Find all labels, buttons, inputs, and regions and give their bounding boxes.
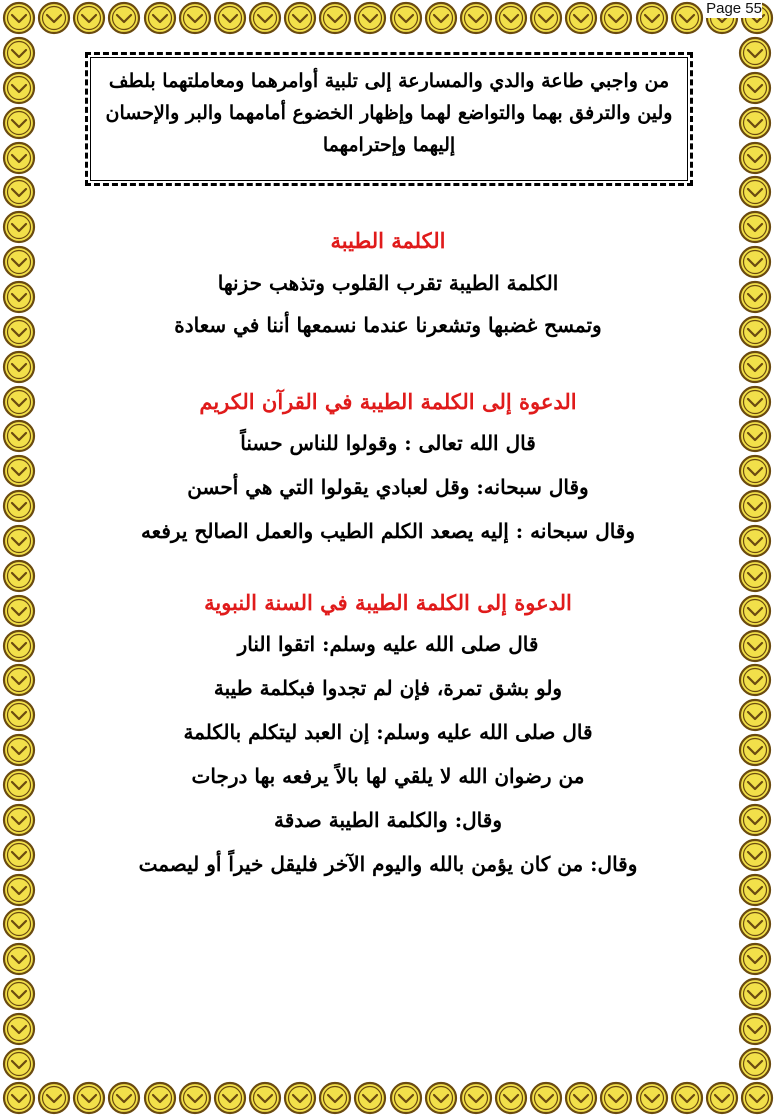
smiley-circle-icon — [738, 524, 772, 558]
smiley-circle-icon — [738, 1012, 772, 1046]
intro-frame — [85, 52, 693, 186]
smiley-circle-icon — [564, 1, 598, 35]
smiley-circle-icon — [143, 1, 177, 35]
smiley-circle-icon — [670, 1, 704, 35]
smiley-circle-icon — [2, 315, 36, 349]
smiley-circle-icon — [353, 1081, 387, 1115]
page-number: Page 55 — [706, 0, 762, 17]
smiley-circle-icon — [353, 1, 387, 35]
text-line: وتمسح غضبها وتشعرنا عندما نسمعها أننا في سعادة — [174, 313, 602, 337]
smiley-circle-icon — [2, 1012, 36, 1046]
smiley-circle-icon — [2, 1, 36, 35]
text-line: ولو بشق تمرة، فإن لم تجدوا فبكلمة طيبة — [213, 676, 563, 700]
smiley-circle-icon — [738, 210, 772, 244]
smiley-circle-icon — [2, 768, 36, 802]
smiley-circle-icon — [738, 245, 772, 279]
text-line: قال الله تعالى : وقولوا للناس حسناً — [240, 431, 536, 455]
smiley-circle-icon — [2, 489, 36, 523]
smiley-circle-icon — [2, 559, 36, 593]
smiley-circle-icon — [738, 838, 772, 872]
smiley-circle-icon — [213, 1081, 247, 1115]
smiley-circle-icon — [2, 907, 36, 941]
smiley-circle-icon — [738, 733, 772, 767]
ornament-border-right — [738, 36, 774, 1081]
smiley-circle-icon — [2, 873, 36, 907]
smiley-circle-icon — [318, 1, 352, 35]
smiley-circle-icon — [738, 141, 772, 175]
smiley-circle-icon — [213, 1, 247, 35]
smiley-circle-icon — [738, 175, 772, 209]
smiley-circle-icon — [738, 559, 772, 593]
section-heading: الكلمة الطيبة — [330, 228, 446, 253]
smiley-circle-icon — [738, 454, 772, 488]
text-line: من رضوان الله لا يلقي لها بالاً يرفعه بها درجات — [191, 764, 585, 788]
text-line: وقال: والكلمة الطيبة صدقة — [274, 808, 502, 832]
smiley-circle-icon — [738, 71, 772, 105]
smiley-circle-icon — [389, 1, 423, 35]
smiley-circle-icon — [2, 454, 36, 488]
ornament-border-bottom — [0, 1081, 776, 1117]
smiley-circle-icon — [37, 1081, 71, 1115]
smiley-circle-icon — [738, 315, 772, 349]
text-line: وقال سبحانه: وقل لعبادي يقولوا التي هي أحسن — [187, 475, 589, 499]
smiley-circle-icon — [738, 663, 772, 697]
smiley-circle-icon — [459, 1081, 493, 1115]
smiley-circle-icon — [2, 733, 36, 767]
text-line: الكلمة الطيبة تقرب القلوب وتذهب حزنها — [217, 271, 559, 295]
smiley-circle-icon — [738, 768, 772, 802]
smiley-circle-icon — [738, 629, 772, 663]
smiley-circle-icon — [72, 1, 106, 35]
smiley-circle-icon — [2, 698, 36, 732]
smiley-circle-icon — [2, 141, 36, 175]
section-heading: الدعوة إلى الكلمة الطيبة في السنة النبوية — [204, 590, 572, 615]
smiley-circle-icon — [424, 1, 458, 35]
text-line: وقال سبحانه : إليه يصعد الكلم الطيب والعمل الصالح يرفعه — [140, 519, 636, 543]
smiley-circle-icon — [143, 1081, 177, 1115]
smiley-circle-icon — [248, 1081, 282, 1115]
smiley-circle-icon — [283, 1081, 317, 1115]
smiley-circle-icon — [599, 1, 633, 35]
intro-paragraph: من واجبي طاعة والدي والمسارعة إلى تلبية أوامرهما ومعاملتهما بلطف ولين والترفق بهما والتواضع لهما وإظهار الخضوع أمامهما والبر والإحسان إليهما وإحترامهما — [105, 70, 673, 156]
smiley-circle-icon — [494, 1081, 528, 1115]
smiley-circle-icon — [2, 942, 36, 976]
smiley-circle-icon — [738, 489, 772, 523]
smiley-circle-icon — [283, 1, 317, 35]
smiley-circle-icon — [738, 698, 772, 732]
smiley-circle-icon — [738, 803, 772, 837]
smiley-circle-icon — [599, 1081, 633, 1115]
smiley-circle-icon — [2, 594, 36, 628]
smiley-circle-icon — [564, 1081, 598, 1115]
smiley-circle-icon — [2, 663, 36, 697]
section-good-word — [60, 226, 716, 346]
smiley-circle-icon — [635, 1081, 669, 1115]
smiley-circle-icon — [529, 1, 563, 35]
smiley-circle-icon — [738, 280, 772, 314]
smiley-circle-icon — [72, 1081, 106, 1115]
smiley-circle-icon — [738, 350, 772, 384]
smiley-circle-icon — [2, 629, 36, 663]
smiley-circle-icon — [635, 1, 669, 35]
text-line: وقال: من كان يؤمن بالله واليوم الآخر فليقل خيراً أو ليصمت — [138, 852, 638, 876]
smiley-circle-icon — [2, 106, 36, 140]
smiley-circle-icon — [670, 1081, 704, 1115]
smiley-circle-icon — [738, 385, 772, 419]
smiley-circle-icon — [738, 106, 772, 140]
smiley-circle-icon — [2, 1081, 36, 1115]
smiley-circle-icon — [738, 907, 772, 941]
smiley-circle-icon — [2, 245, 36, 279]
smiley-circle-icon — [424, 1081, 458, 1115]
smiley-circle-icon — [2, 419, 36, 453]
smiley-circle-icon — [2, 210, 36, 244]
smiley-circle-icon — [738, 1047, 772, 1081]
smiley-circle-icon — [2, 71, 36, 105]
smiley-circle-icon — [2, 524, 36, 558]
smiley-circle-icon — [2, 385, 36, 419]
text-line: قال صلى الله عليه وسلم: اتقوا النار — [237, 632, 539, 656]
smiley-circle-icon — [389, 1081, 423, 1115]
smiley-circle-icon — [2, 36, 36, 70]
smiley-circle-icon — [2, 350, 36, 384]
ornament-border-top — [0, 1, 776, 37]
smiley-circle-icon — [459, 1, 493, 35]
smiley-circle-icon — [107, 1, 141, 35]
smiley-circle-icon — [2, 1047, 36, 1081]
smiley-circle-icon — [738, 419, 772, 453]
smiley-circle-icon — [318, 1081, 352, 1115]
smiley-circle-icon — [738, 977, 772, 1011]
smiley-circle-icon — [738, 873, 772, 907]
section-heading: الدعوة إلى الكلمة الطيبة في القرآن الكريم — [199, 389, 577, 414]
smiley-circle-icon — [2, 803, 36, 837]
smiley-circle-icon — [2, 838, 36, 872]
smiley-circle-icon — [740, 1081, 774, 1115]
smiley-circle-icon — [738, 594, 772, 628]
ornament-border-left — [2, 36, 38, 1081]
smiley-circle-icon — [529, 1081, 563, 1115]
smiley-circle-icon — [2, 977, 36, 1011]
text-line: قال صلى الله عليه وسلم: إن العبد ليتكلم بالكلمة — [183, 720, 593, 744]
smiley-circle-icon — [107, 1081, 141, 1115]
smiley-circle-icon — [2, 280, 36, 314]
smiley-circle-icon — [2, 175, 36, 209]
smiley-circle-icon — [178, 1081, 212, 1115]
section-sunnah — [60, 586, 716, 886]
section-quran — [60, 385, 716, 553]
smiley-circle-icon — [494, 1, 528, 35]
smiley-circle-icon — [738, 942, 772, 976]
smiley-circle-icon — [738, 36, 772, 70]
smiley-circle-icon — [248, 1, 282, 35]
smiley-circle-icon — [178, 1, 212, 35]
smiley-circle-icon — [705, 1081, 739, 1115]
smiley-circle-icon — [37, 1, 71, 35]
